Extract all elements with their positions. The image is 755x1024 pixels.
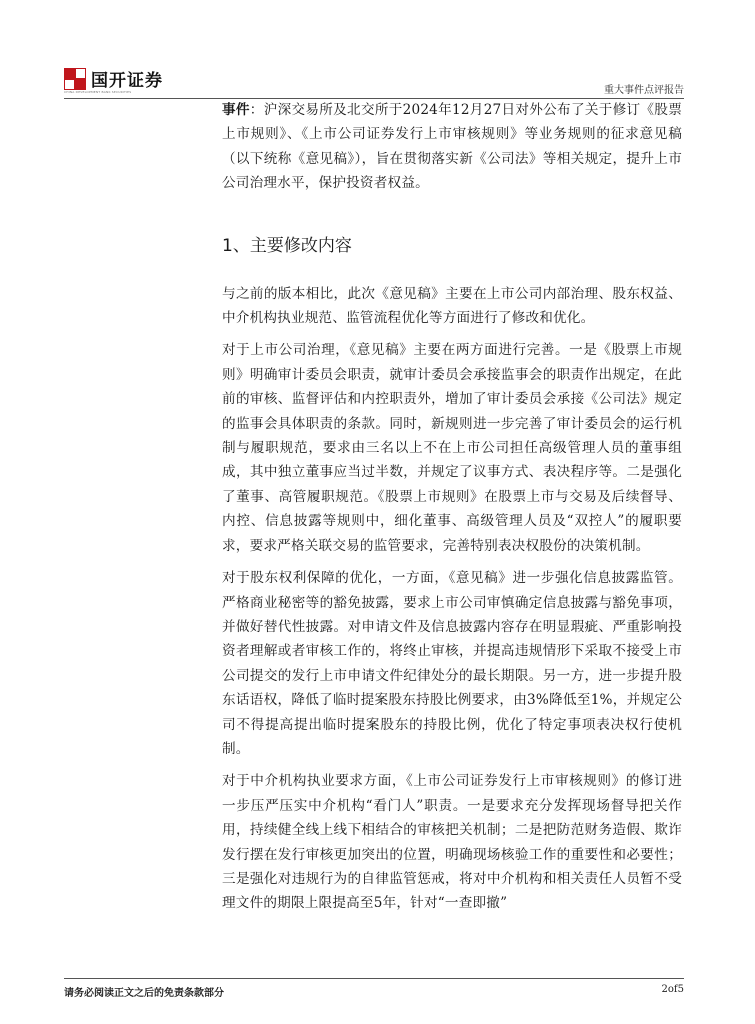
logo-text: 国开证券 [91, 71, 163, 91]
page-header [64, 66, 684, 100]
report-body [222, 98, 682, 916]
logo-mark-icon [64, 68, 86, 90]
event-paragraph [222, 98, 682, 196]
paragraph-overview: 与之前的版本相比，此次《意见稿》主要在上市公司内部治理、股东权益、中介机构执业规范、监管流程优化等方面进行了修改和优化。 [222, 285, 682, 327]
paragraph-governance: 对于上市公司治理，《意见稿》主要在两方面进行完善。一是《股票上市规则》明确审计委员会职责，就审计委员会承接监事会的职责作出规定，在此前的审核、监督评估和内控职责外，增加了审计委员会承接《公司法》规定的监事会具体职责的条款。同时，新规则进一步完善了审计委员会的运行机制与履职规范，要求由三名以上不在上市公司担任高级管理人员的董事组成，其中独立董事应当过半数，并规定了议事方式、表决程序等。二是强化了董事、高管履职规范。《股票上市规则》在股票上市与交易及后续督导、内控、信息披露等规则中，细化董事、高级管理人员及“双控人”的履职要求，要求严格关联交易的监管要求，完善特别表决权股份的决策机制。 [222, 342, 682, 554]
event-label: 事件 [222, 102, 250, 118]
paragraph-intermediaries: 对于中介机构执业要求方面，《上市公司证券发行上市审核规则》的修订进一步压严压实中介机构“看门人”职责。一是要求充分发挥现场督导把关作用，持续健全线上线下相结合的审核把关机制；二是把防范财务造假、欺诈发行摆在发行审核更加突出的位置，明确现场核验工作的重要性和必要性；三是强化对违规行为的自律监管惩戒，将对中介机构和相关责任人员暂不受理文件的期限上限提高至5年，针对“一查即撤” [222, 773, 682, 912]
event-text: ：沪深交易所及北交所于2024年12月27日对外公布了关于修订《股票上市规则》、《上市公司证券发行上市审核规则》等业务规则的征求意见稿（以下统称《意见稿》），旨在贯彻落实新《公司法》等相关规定，提升上市公司治理水平，保护投资者权益。 [222, 102, 682, 192]
paragraph-shareholder-rights: 对于股东权利保障的优化，一方面，《意见稿》进一步强化信息披露监管。严格商业秘密等的豁免披露，要求上市公司审慎确定信息披露与豁免事项，并做好替代性披露。对申请文件及信息披露内容存在明显瑕疵、严重影响投资者理解或者审核工作的，将终止审核，并提高违规情形下采取不接受上市公司提交的发行上市申请文件纪律处分的最长期限。另一方，进一步提升股东话语权，降低了临时提案股东持股比例要求，由3%降低至1%，并规定公司不得提高提出临时提案股东的持股比例，优化了特定事项表决权行使机制。 [222, 570, 682, 757]
company-logo [64, 66, 163, 91]
logo-subtext: CHINA DEVELOPMENT BANK SECURITIES [64, 90, 132, 94]
section-heading: 1、主要修改内容 [222, 235, 352, 256]
report-type: 重大事件点评报告 [604, 85, 684, 96]
page-number: 2of5 [661, 984, 684, 995]
footer-divider [64, 978, 684, 979]
footer-disclaimer: 请务必阅读正文之后的免责条款部分 [64, 988, 224, 999]
